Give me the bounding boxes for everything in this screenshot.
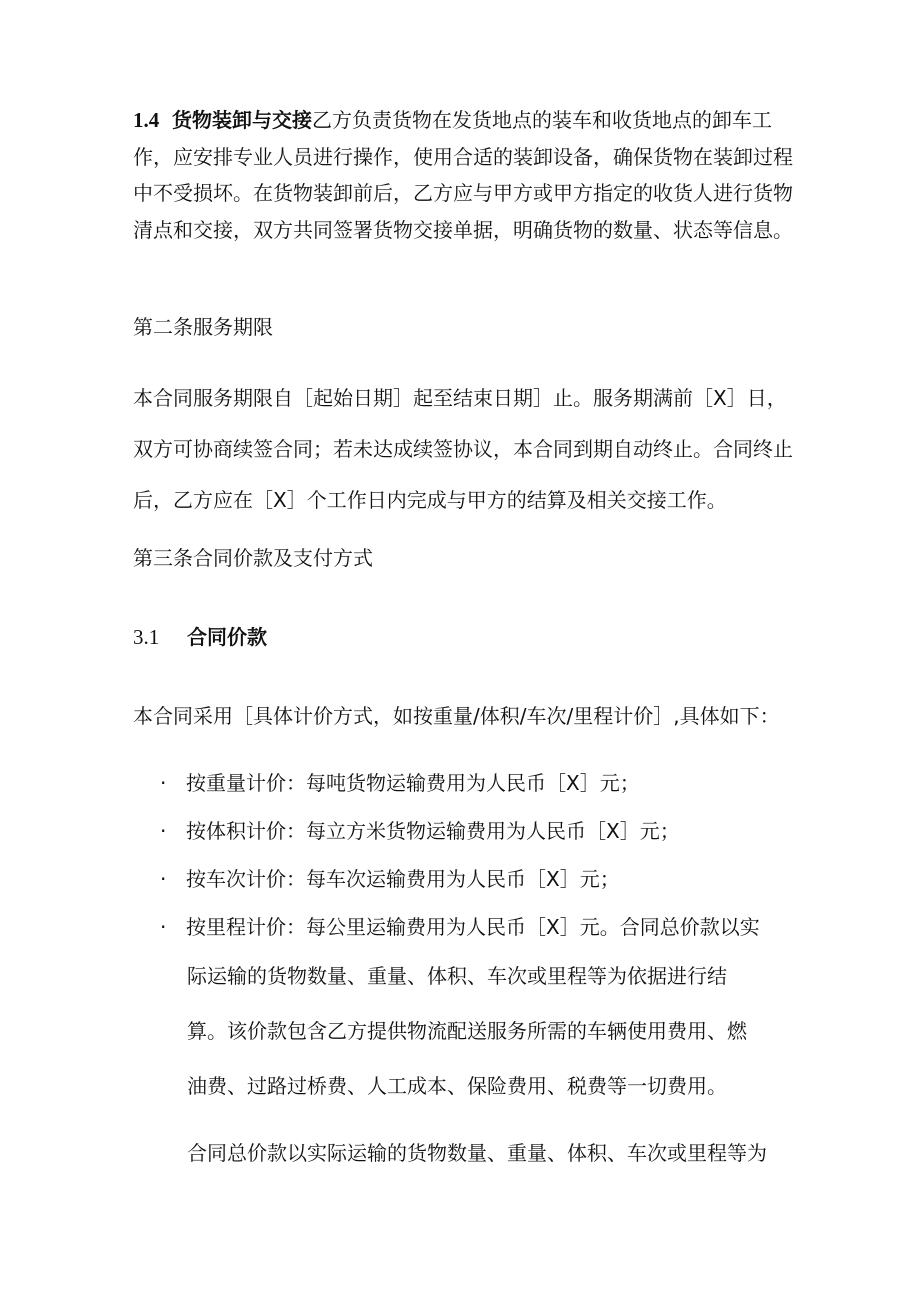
list-item <box>160 864 620 894</box>
article-3-heading: 第三条合同价款及支付方式 <box>133 546 373 570</box>
subsection-title: 合同价款 <box>187 625 267 649</box>
subsection-number: 3.1 <box>133 625 160 649</box>
article-2-heading: 第二条服务期限 <box>133 315 273 339</box>
continuation-line: 算。该价款包含乙方提供物流配送服务所需的车辆使用费用、燃 <box>187 1019 747 1043</box>
subsection-3-1 <box>133 622 267 652</box>
continuation-line: 际运输的货物数量、重量、体积、车次或里程等为依据进行结 <box>187 964 727 988</box>
list-item-text: 按体积计价：每立方米货物运输费用为人民币［X］元； <box>186 819 680 843</box>
section-title: 货物装卸与交接 <box>171 108 312 132</box>
continuation-line: 油费、过路过桥费、人工成本、保险费用、税费等一切费用。 <box>187 1074 727 1098</box>
article-2-body: 本合同服务期限自［起始日期］起至结束日期］止。服务期满前［X］日，双方可协商续签合同；若未达成续签协议，本合同到期自动终止。合同终止后，乙方应在［X］个工作日内完成与甲方的结算及相关交接工作。 <box>133 386 793 512</box>
list-item-text: 按里程计价：每公里运输费用为人民币［X］元。合同总价款以实 <box>186 915 760 939</box>
list-item-text: 按车次计价：每车次运输费用为人民币［X］元； <box>186 867 620 891</box>
pricing-intro: 本合同采用［具体计价方式，如按重量/体积/车次/里程计价］,具体如下： <box>133 704 780 728</box>
list-item <box>160 816 680 846</box>
section-number: 1.4 <box>133 108 160 132</box>
continuation-line: 合同总价款以实际运输的货物数量、重量、体积、车次或里程等为 <box>187 1141 767 1165</box>
bullet-icon: · <box>160 819 167 843</box>
section-1-4-paragraph <box>133 102 793 248</box>
list-item <box>160 912 760 942</box>
list-item <box>160 768 640 798</box>
section-body: 乙方负责货物在发货地点的装车和收货地点的卸车工作，应安排专业人员进行操作，使用合适的装卸设备，确保货物在装卸过程中不受损坏。在货物装卸前后，乙方应与甲方或甲方指定的收货人进行货物清点和交接，双方共同签署货物交接单据，明确货物的数量、状态等信息。 <box>133 108 793 242</box>
bullet-icon: · <box>160 867 167 891</box>
bullet-icon: · <box>160 771 167 795</box>
list-item-text: 按重量计价：每吨货物运输费用为人民币［X］元； <box>186 771 640 795</box>
bullet-icon: · <box>160 915 167 939</box>
